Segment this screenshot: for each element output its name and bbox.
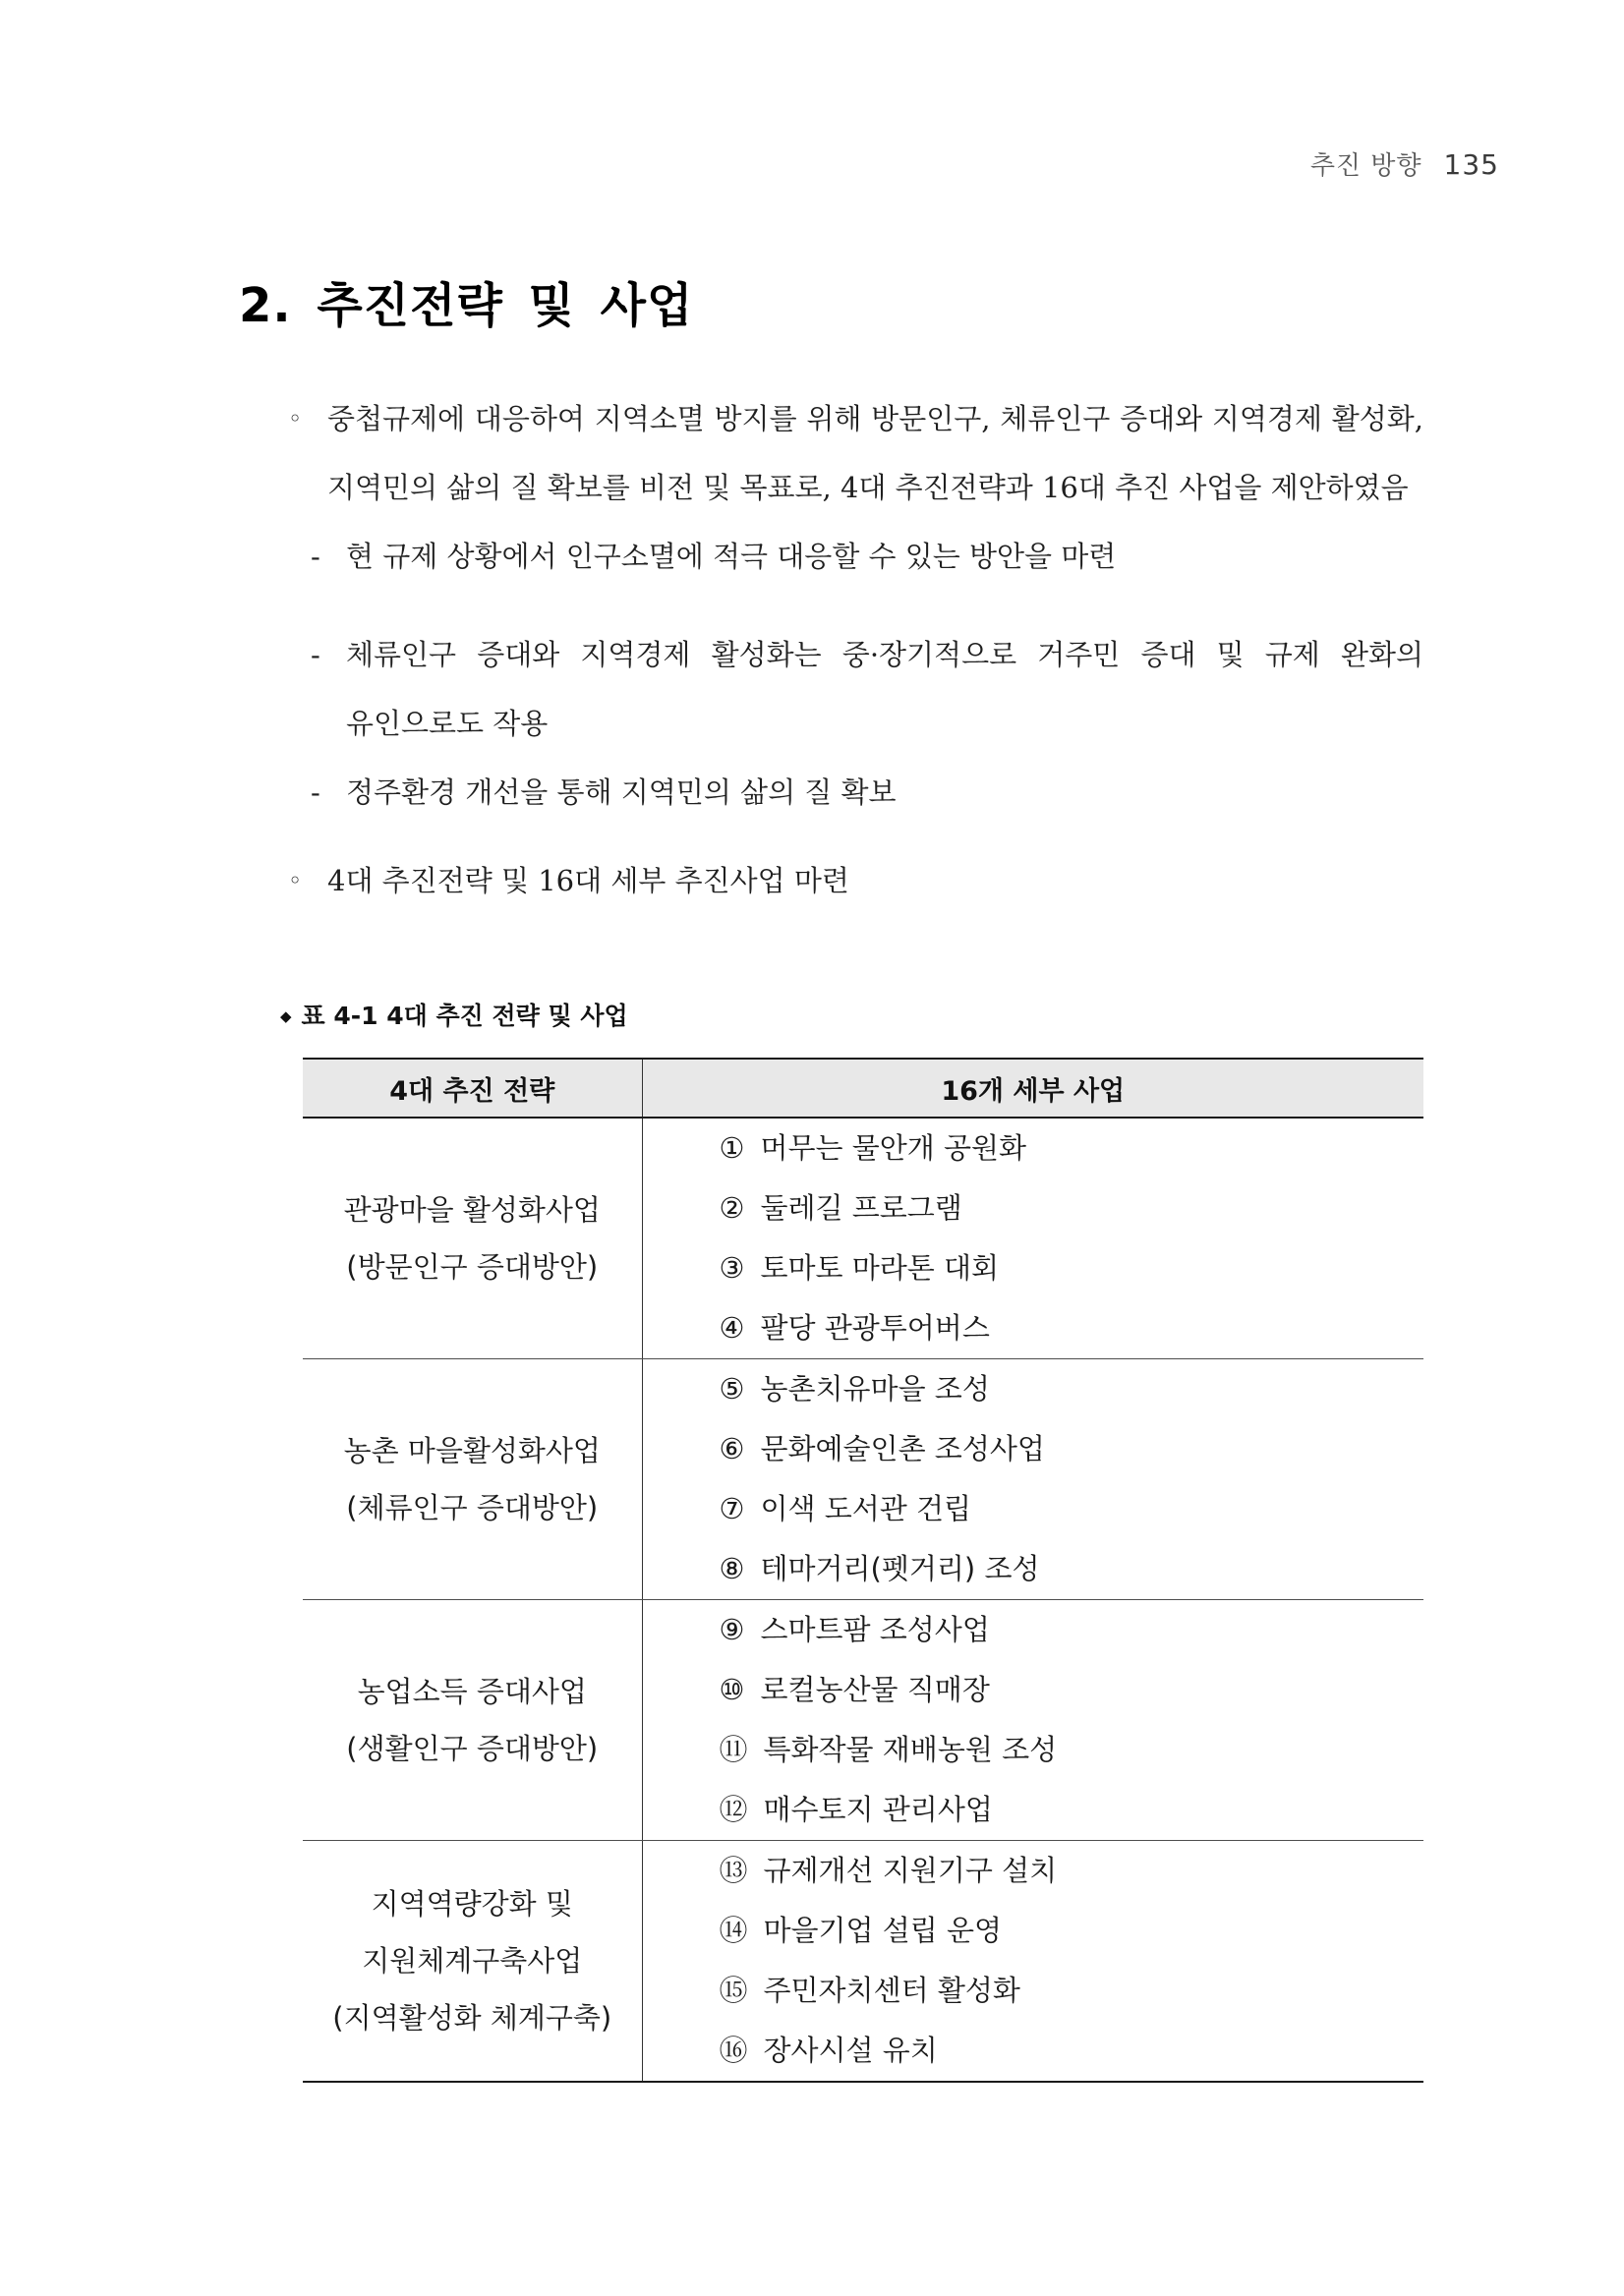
project-label: 문화예술인촌 조성사업 (760, 1432, 1045, 1465)
project-item (720, 1780, 1424, 1840)
strategy-cell-4 (303, 1841, 642, 2083)
project-item (720, 1720, 1424, 1780)
strategy-line: 농촌 마을활성화사업 (343, 1434, 601, 1467)
project-label: 매수토지 관리사업 (763, 1793, 993, 1826)
bullet-item-3 (288, 620, 1423, 758)
bullet-item-5 (288, 846, 1423, 915)
table-caption (280, 999, 628, 1034)
bullet-text: 체류인구 증대와 지역경제 활성화는 중·장기적으로 거주민 증대 및 규제 완화의 유인으로도 작용 (346, 638, 1423, 740)
project-label: 테마거리(펫거리) 조성 (760, 1552, 1040, 1585)
bullet-item-4 (288, 758, 1423, 827)
project-label: 팔당 관광투어버스 (760, 1311, 990, 1345)
project-item (720, 1419, 1424, 1479)
circled-number-icon: ⑨ (719, 1613, 745, 1646)
dash-bullet-icon: - (311, 638, 320, 671)
projects-cell-1 (642, 1118, 1423, 1359)
project-label: 로컬농산물 직매장 (760, 1673, 990, 1706)
project-item (720, 1298, 1424, 1358)
strategy-line: (체류인구 증대방안) (346, 1491, 599, 1524)
circled-number-icon: ⑬ (719, 1854, 748, 1887)
projects-cell-4 (642, 1841, 1423, 2083)
projects-cell-3 (642, 1600, 1423, 1841)
strategy-cell-2 (303, 1359, 642, 1600)
circle-bullet-icon: ◦ (288, 405, 303, 432)
bullet-text: 중첩규제에 대응하여 지역소멸 방지를 위해 방문인구, 체류인구 증대와 지역경제 활성화, 지역민의 삶의 질 확보를 비전 및 목표로, 4대 추진전략과 16대 추진 사업을 제안하였음 (327, 402, 1424, 504)
table-row (303, 1359, 1423, 1600)
project-label: 둘레길 프로그램 (760, 1191, 962, 1225)
project-label: 농촌치유마을 조성 (760, 1372, 990, 1406)
table-header-row (303, 1059, 1423, 1118)
dash-bullet-icon: - (311, 775, 320, 809)
project-item (720, 1901, 1424, 1961)
project-item (720, 1600, 1424, 1660)
project-label: 규제개선 지원기구 설치 (763, 1854, 1058, 1887)
column-header-strategy: 4대 추진 전략 (303, 1059, 642, 1118)
strategy-line: 농업소득 증대사업 (357, 1675, 587, 1708)
projects-cell-2 (642, 1359, 1423, 1600)
strategy-cell-3 (303, 1600, 642, 1841)
bullet-item-2 (288, 522, 1423, 591)
table-row (303, 1118, 1423, 1359)
table-caption-text: 표 4-1 4대 추진 전략 및 사업 (301, 1002, 628, 1030)
project-label: 주민자치센터 활성화 (763, 1974, 1020, 2007)
strategy-table (303, 1058, 1423, 2083)
circled-number-icon: ⑭ (719, 1914, 748, 1947)
project-item (720, 1660, 1424, 1720)
circled-number-icon: ④ (719, 1311, 745, 1345)
circle-bullet-icon: ◦ (288, 867, 303, 894)
strategy-line: 지원체계구축사업 (362, 1944, 583, 1978)
project-item (720, 1841, 1424, 1901)
strategy-line: (지역활성화 체계구축) (332, 2001, 612, 2035)
project-item (720, 1961, 1424, 2021)
bullet-item-1 (288, 384, 1423, 522)
project-label: 마을기업 설립 운영 (763, 1914, 1003, 1947)
diamond-icon: ◆ (280, 1007, 292, 1025)
strategy-line: (방문인구 증대방안) (346, 1250, 599, 1284)
circled-number-icon: ① (719, 1131, 745, 1165)
circled-number-icon: ⑧ (719, 1552, 745, 1585)
circled-number-icon: ⑮ (719, 1974, 748, 2007)
circled-number-icon: ⑩ (719, 1673, 745, 1706)
circled-number-icon: ⑫ (719, 1793, 748, 1826)
project-label: 특화작물 재배농원 조성 (763, 1733, 1058, 1766)
table-row (303, 1841, 1423, 2083)
project-label: 머무는 물안개 공원화 (760, 1131, 1027, 1165)
bullet-list (288, 384, 1423, 915)
circled-number-icon: ③ (719, 1251, 745, 1285)
strategy-line: 관광마을 활성화사업 (343, 1193, 601, 1227)
circled-number-icon: ② (719, 1191, 745, 1225)
circled-number-icon: ⑥ (719, 1432, 745, 1465)
column-header-projects: 16개 세부 사업 (642, 1059, 1423, 1118)
bullet-text: 정주환경 개선을 통해 지역민의 삶의 질 확보 (346, 775, 897, 809)
project-label: 스마트팜 조성사업 (760, 1613, 990, 1646)
strategy-line: (생활인구 증대방안) (346, 1732, 599, 1765)
circled-number-icon: ⑯ (719, 2034, 748, 2067)
dash-bullet-icon: - (311, 540, 320, 573)
circled-number-icon: ⑦ (719, 1492, 745, 1525)
bullet-text: 현 규제 상황에서 인구소멸에 적극 대응할 수 있는 방안을 마련 (346, 540, 1117, 573)
project-item (720, 1119, 1424, 1178)
project-label: 이색 도서관 건립 (760, 1492, 972, 1525)
strategy-line: 지역역량강화 및 (371, 1887, 573, 1921)
project-item (720, 1359, 1424, 1419)
header-section-title: 추진 방향 (1309, 151, 1422, 181)
circled-number-icon: ⑪ (719, 1733, 748, 1766)
section-title: 2. 추진전략 및 사업 (239, 278, 694, 333)
project-item (720, 2021, 1424, 2081)
project-label: 장사시설 유치 (763, 2034, 938, 2067)
project-item (720, 1539, 1424, 1599)
page-header (1310, 145, 1499, 182)
header-page-number: 135 (1443, 148, 1499, 181)
project-item (720, 1479, 1424, 1539)
bullet-text: 4대 추진전략 및 16대 세부 추진사업 마련 (327, 864, 849, 897)
circled-number-icon: ⑤ (719, 1372, 745, 1406)
project-item (720, 1238, 1424, 1298)
project-label: 토마토 마라톤 대회 (760, 1251, 1000, 1285)
table-row (303, 1600, 1423, 1841)
project-item (720, 1178, 1424, 1238)
strategy-cell-1 (303, 1118, 642, 1359)
